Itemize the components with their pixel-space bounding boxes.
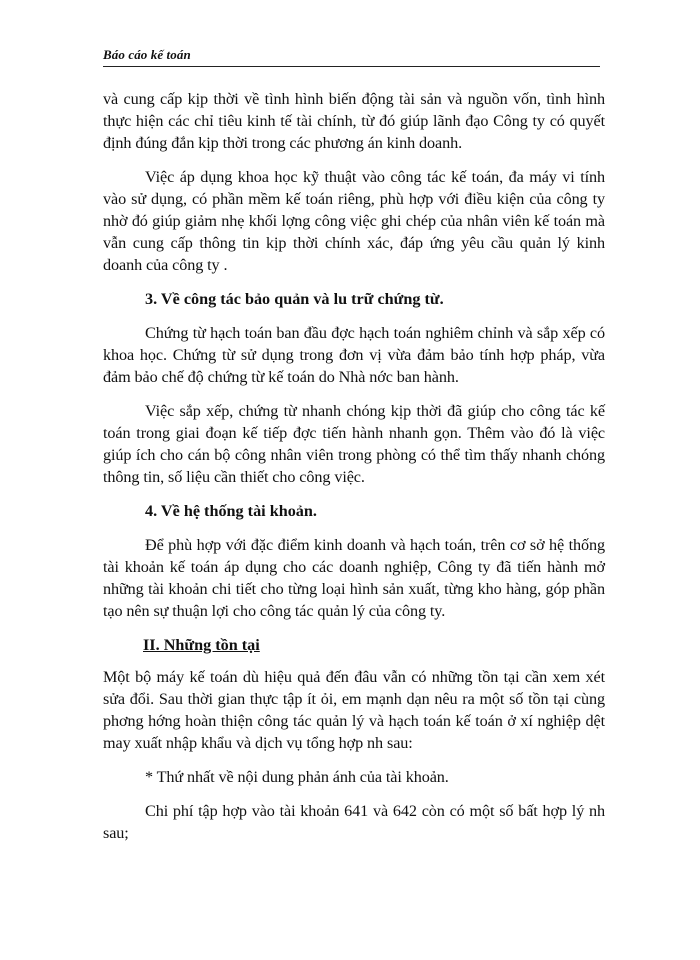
paragraph-3: Chứng từ hạch toán ban đầu đợc hạch toán nghiêm chỉnh và sắp xếp có khoa học. Chứng từ sử dụng trong đơn vị vừa đảm bảo tính hợp pháp, vừa đảm bảo chế độ chứng từ kế toán do Nhà nớc ban hành.: [103, 324, 605, 386]
paragraph-1: và cung cấp kịp thời về tình hình biến động tài sản và nguồn vốn, tình hình thực hiện các chỉ tiêu kinh tế tài chính, từ đó giúp lãnh đạo Công ty có quyết định đúng đắn kịp thời trong các phương án kinh doanh.: [103, 90, 605, 152]
paragraph-8: Chi phí tập hợp vào tài khoản 641 và 642 còn có một số bất hợp lý nh sau;: [103, 802, 605, 842]
paragraph-5: Để phù hợp với đặc điểm kinh doanh và hạch toán, trên cơ sở hệ thống tài khoản kế toán áp dụng cho các doanh nghiệp, Công ty đã tiến hành mở những tài khoản chi tiết cho từng loại hình sản xuất, từng kho hàng, góp phần tạo nên sự thuận lợi cho công tác quản lý của công ty.: [103, 536, 605, 620]
heading-section-4: 4. Về hệ thống tài khoản.: [145, 502, 317, 520]
page-content: [103, 88, 605, 856]
paragraph-7: * Thứ nhất về nội dung phản ánh của tài khoản.: [145, 768, 449, 786]
heading-section-ii: II. Những tồn tại: [143, 636, 260, 654]
paragraph-2: Việc áp dụng khoa học kỹ thuật vào công tác kế toán, đa máy vi tính vào sử dụng, có phần mềm kế toán riêng, phù hợp với điều kiện của công ty nhờ đó giúp giảm nhẹ khối lợng công việc ghi chép của nhân viên kế toán mà vẫn cung cấp thông tin kịp thời chính xác, đáp ứng yêu cầu quản lý kinh doanh của công ty .: [103, 168, 605, 274]
paragraph-4: Việc sắp xếp, chứng từ nhanh chóng kịp thời đã giúp cho công tác kế toán trong giai đoạn kế tiếp đợc tiến hành nhanh gọn. Thêm vào đó là việc giúp ích cho cán bộ công nhân viên trong phòng có thể tìm thấy nhanh chóng thông tin, số liệu cần thiết cho công việc.: [103, 402, 605, 486]
header-title: Báo cáo kế toán: [103, 47, 191, 62]
heading-section-3: 3. Về công tác bảo quản và lu trữ chứng từ.: [145, 290, 444, 308]
page-header: [103, 44, 600, 67]
paragraph-6: Một bộ máy kế toán dù hiệu quả đến đâu vẫn có những tồn tại cần xem xét sửa đổi. Sau thời gian thực tập ít ỏi, em mạnh dạn nêu ra một số tồn tại cùng phơng hớng hoàn thiện công tác quản lý và hạch toán kế toán ở xí nghiệp dệt may xuất nhập khẩu và dịch vụ tổng hợp nh sau:: [103, 668, 605, 752]
